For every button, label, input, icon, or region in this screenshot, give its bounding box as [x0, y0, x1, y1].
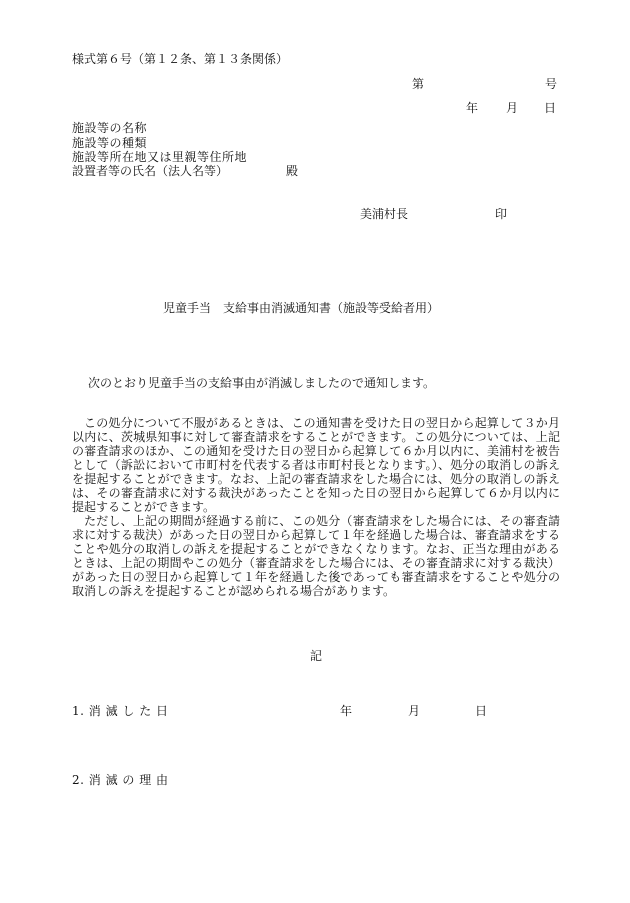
extinction-date-day: 日 — [475, 704, 488, 718]
intro-text: 次のとおり児童手当の支給事由が消滅しましたので通知します。 — [88, 376, 436, 390]
issuer-name: 美浦村長 — [360, 207, 409, 221]
extinction-date-month: 月 — [408, 704, 421, 718]
ki-heading: 記 — [310, 649, 323, 663]
appeal-notice-paragraph-2: ただし、上記の期間が経過する前に、この処分（審査請求をした場合には、その審査請求に対する裁決）があった日の翌日から起算して１年を経過した場合は、審査請求をすることや処分の取消しの訴えを提起することができなくなります。なお、正当な理由があるときは、上記の期間やこの処分（審査請求をした場合には、その審査請求に対する裁決）があった日の翌日から起算して１年を経過した後であっても審査請求をすることや処分の取消しの訴えを提起することが認められる場合があります。 — [72, 514, 560, 598]
document-number-prefix: 第 — [412, 77, 425, 91]
issue-date-day: 日 — [544, 101, 557, 115]
extinction-date-year: 年 — [340, 704, 353, 718]
document-number-suffix: 号 — [545, 77, 558, 91]
appeal-notice-paragraph-1: この処分について不服があるときは、この通知書を受けた日の翌日から起算して３か月以内に、茨城県知事に対して審査請求をすることができます。この処分については、上記の審査請求のほか、この通知を受けた日の翌日から起算して６か月以内に、美浦村を被告として（訴訟において市町村を代表する者は市町村長となります。）、処分の取消しの訴えを提起することができます。なお、上記の審査請求をした場合には、処分の取消しの訴えは、その審査請求に対する裁決があったことを知った日の翌日から起算して６か月以内に提起することができます。 — [72, 416, 560, 514]
extinction-date-label: 1. 消 滅 し た 日 — [72, 704, 169, 718]
facility-kind-label: 施設等の種類 — [72, 136, 148, 150]
extinction-reason-label: 2. 消 滅 の 理 由 — [72, 773, 169, 787]
document-title: 児童手当 支給事由消滅通知書（施設等受給者用） — [163, 301, 440, 315]
facility-name-label: 施設等の名称 — [72, 121, 148, 135]
appeal-notice — [72, 416, 560, 598]
founder-name-label: 設置者等の氏名（法人名等） — [72, 164, 229, 178]
form-number: 様式第６号（第１２条、第１３条関係） — [72, 52, 289, 66]
issue-date-month: 月 — [506, 101, 519, 115]
issuer-seal: 印 — [495, 207, 508, 221]
issue-date-year: 年 — [466, 101, 479, 115]
facility-location-label: 施設等所在地又は里親等住所地 — [72, 150, 248, 164]
honorific: 殿 — [286, 164, 299, 178]
